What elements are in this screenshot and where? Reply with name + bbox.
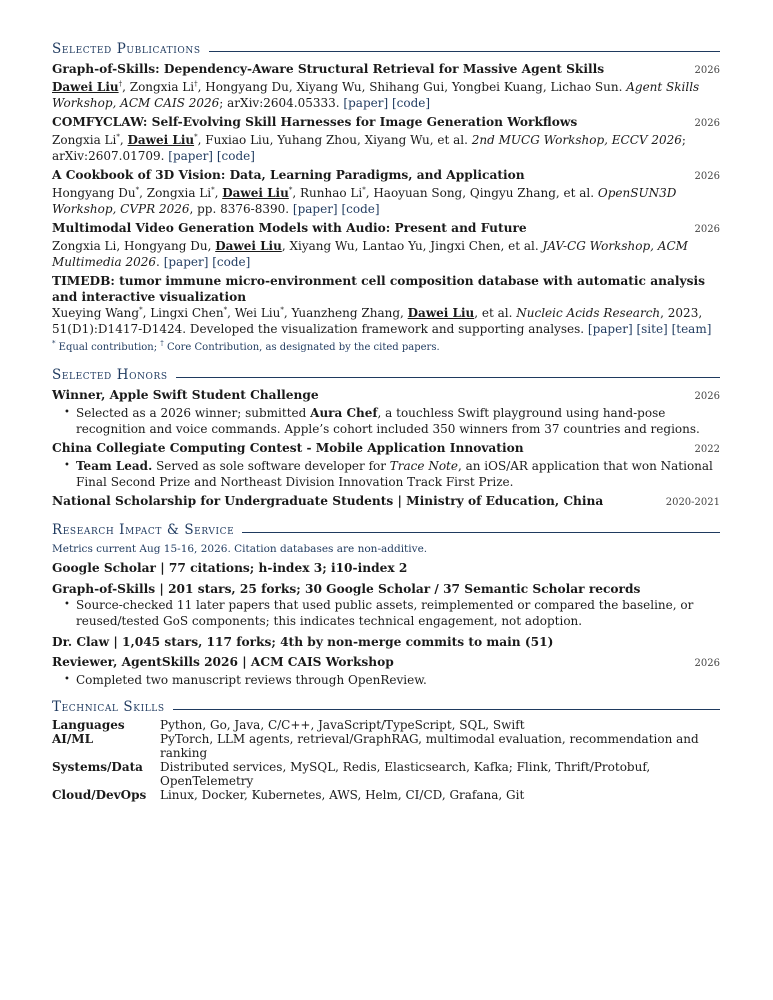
bullet-glyph: • [64,407,70,418]
skill-row [52,718,720,732]
publication-venue: OpenSUN3D Workshop, CVPR 2026 [52,186,677,216]
bullet-text: Completed two manuscript reviews through OpenReview. [76,673,427,687]
note-mark: * [52,339,56,348]
metrics-note: Metrics current Aug 15-16, 2026. Citation databases are non-additive. [52,543,428,555]
publication-details [52,185,720,217]
paper-link[interactable]: [paper] [163,255,209,269]
author-self: Dawei Liu [127,133,195,147]
skill-label: Cloud/DevOps [52,788,147,802]
skill-value: Python, Go, Java, C/C++, JavaScript/TypeScript, SQL, Swift [160,718,525,732]
publication-venue: JAV-CG Workshop, ACM Multimedia 2026 [52,239,688,269]
author-mark: † [194,80,198,88]
publication-venue: Nucleic Acids Research [516,306,661,320]
section-gap [52,511,720,521]
publication-year: 2026 [694,171,720,182]
bullet-text: , a touchless Swift playground using hand-pose recognition and voice commands. Apple’s cohort included 350 winners from 37 countries and regions. [76,406,700,436]
author-mark: † [118,80,123,88]
section-rule [242,532,720,533]
section-title: Selected Honors [52,367,168,383]
honor-title: Winner, Apple Swift Student Challenge [52,388,319,402]
publication-entry [52,167,720,217]
skill-value: Linux, Docker, Kubernetes, AWS, Helm, CI/CD, Grafana, Git [160,788,525,802]
section-title: Technical Skills [52,699,165,715]
skill-label: Systems/Data [52,760,143,774]
impact-title: Reviewer, AgentSkills 2026 | ACM CAIS Workshop [52,655,394,669]
publication-year: 2026 [694,224,720,235]
section-rule [209,51,720,52]
note-mark: † [160,339,164,348]
authors: , [119,133,128,147]
section-rule [176,377,720,378]
publication-details [52,132,720,164]
author-mark: * [139,306,143,314]
bullet-italic: Trace Note [389,459,458,473]
publication-extra: , pp. 8376-8390. [189,202,290,216]
section-header-skills [52,698,720,716]
author-mark: * [288,186,293,194]
author-self: Dawei Liu [52,80,119,94]
impact-title: Dr. Claw | 1,045 stars, 117 forks; 4th by non-merge commits to main (51) [52,635,554,649]
author-mark: * [135,186,140,194]
honor-title: National Scholarship for Undergraduate Students | Ministry of Education, China [52,494,604,508]
code-link[interactable]: [code] [341,202,380,216]
author-self: Dawei Liu [222,186,289,200]
bullet-glyph: • [64,674,70,685]
code-link[interactable]: [code] [216,149,255,163]
bullet-text: , an iOS/AR application that won National Final Second Prize and Northeast Division Innovation Track First Prize. [76,459,713,489]
impact-entry [52,654,720,688]
impact-title: Google Scholar | 77 citations; h-index 3; i10-index 2 [52,561,408,575]
impact-bullets [52,672,720,688]
bullet-item [64,672,720,688]
bullet-bold: Aura Chef [310,406,378,420]
contribution-note [52,340,720,356]
authors: , Xiyang Wu, Lantao Yu, Jingxi Chen, et al. [281,239,539,253]
bullet-item [64,597,720,629]
author-mark: * [211,186,215,194]
publication-extra: . [156,255,160,269]
authors: , Zongxia Li [139,186,212,200]
publication-title: TIMEDB: tumor immune micro-environment cell composition database with automatic analysis and interactive visualization [52,274,705,304]
honor-entry [52,440,720,490]
publication-title: A Cookbook of 3D Vision: Data, Learning Paradigms, and Application [52,168,525,182]
authors: Zongxia Li [52,133,117,147]
section-header-honors [52,366,720,384]
author-self: Dawei Liu [215,239,282,253]
publication-year: 2026 [694,118,720,129]
note-text: Equal contribution; [55,342,161,353]
authors: , Runhao Li [292,186,363,200]
author-mark: * [116,133,120,141]
publication-extra: ; arXiv:2607.01709. [52,133,686,163]
bullet-text: Served as sole software developer for [152,459,390,473]
publication-extra: , 2023, 51(D1):D1417-D1424. Developed the visualization framework and supporting analyses. [52,306,703,336]
publication-entry [52,61,720,111]
publication-details [52,238,720,270]
authors: , Yuanzheng Zhang, [283,306,408,320]
skill-label: AI/ML [52,732,94,746]
publication-title: COMFYCLAW: Self-Evolving Skill Harnesses for Image Generation Workflows [52,115,578,129]
authors: , et al. [474,306,513,320]
publication-extra: ; arXiv:2604.05333. [219,96,340,110]
publication-details [52,305,720,337]
authors: , Zongxia Li [122,80,195,94]
honor-bullets [52,405,720,437]
authors: Hongyang Du [52,186,136,200]
team-link[interactable]: [team] [671,322,712,336]
skill-row [52,732,720,760]
section-header-publications [52,40,720,58]
publication-year: 2026 [694,65,720,76]
section-title: Research Impact & Service [52,522,235,538]
section-gap [52,688,720,698]
impact-entry [52,634,720,650]
bullet-bold: Team Lead. [76,459,153,473]
author-mark: * [280,306,284,314]
note-text: Core Contribution, as designated by the cited papers. [163,342,440,353]
skill-value: Distributed services, MySQL, Redis, Elasticsearch, Kafka; Flink, Thrift/Protobuf, OpenTelemetry [160,760,651,788]
authors: , [214,186,223,200]
publication-entry [52,273,720,337]
paper-link[interactable]: [paper] [343,96,389,110]
honor-year: 2022 [694,444,720,455]
skill-row [52,760,720,788]
authors: Xueying Wang [52,306,140,320]
resume-page [52,40,720,802]
impact-title: Graph-of-Skills | 201 stars, 25 forks; 30 Google Scholar / 37 Semantic Scholar records [52,582,641,596]
section-gap [52,356,720,366]
skill-row [52,788,720,802]
publication-entry [52,114,720,164]
publication-entry [52,220,720,270]
section-rule [173,709,720,710]
publication-details [52,79,720,111]
bullet-text: Selected as a 2026 winner; submitted [76,406,311,420]
honor-entry [52,387,720,437]
authors: , Wei Liu [227,306,281,320]
code-link[interactable]: [code] [212,255,251,269]
publication-title: Multimodal Video Generation Models with Audio: Present and Future [52,221,527,235]
impact-year: 2026 [694,658,720,669]
impact-bullets [52,597,720,629]
author-mark: * [223,306,228,314]
section-title: Selected Publications [52,41,201,57]
section-header-impact [52,521,720,539]
publication-title: Graph-of-Skills: Dependency-Aware Structural Retrieval for Massive Agent Skills [52,62,605,76]
code-link[interactable]: [code] [391,96,431,110]
bullet-glyph: • [64,460,70,471]
impact-entry [52,581,720,629]
skills-table [52,718,720,802]
bullet-text: Source-checked 11 later papers that used public assets, reimplemented or compared the baseline, or reused/tested GoS components; this indicates technical engagement, not adoption. [76,598,694,628]
bullet-item [64,458,720,490]
honor-title: China Collegiate Computing Contest - Mobile Application Innovation [52,441,524,455]
bullet-glyph: • [64,599,70,610]
honor-entry [52,493,720,511]
paper-link[interactable]: [paper] [168,149,213,163]
honor-year: 2026 [694,391,720,402]
author-self: Dawei Liu [407,306,475,320]
authors: , Lingxi Chen [142,306,224,320]
authors: Zongxia Li, Hongyang Du, [52,239,216,253]
skill-label: Languages [52,718,125,732]
skill-value: PyTorch, LLM agents, retrieval/GraphRAG, multimodal evaluation, recommendation and ranking [160,732,699,760]
authors: , Fuxiao Liu, Yuhang Zhou, Xiyang Wu, et al. [197,133,468,147]
paper-link[interactable]: [paper] [292,202,338,216]
honor-year: 2020-2021 [665,497,720,508]
authors: , Hongyang Du, Xiyang Wu, Shihang Gui, Yongbei Kuang, Lichao Sun. [197,80,623,94]
honor-bullets [52,458,720,490]
impact-entry [52,560,720,576]
publication-venue: 2nd MUCG Workshop, ECCV 2026 [471,133,682,147]
site-link[interactable]: [site] [636,322,668,336]
paper-link[interactable]: [paper] [587,322,633,336]
publication-venue: Agent Skills Workshop, ACM CAIS 2026 [52,80,700,110]
authors: , Haoyuan Song, Qingyu Zhang, et al. [365,186,595,200]
bullet-item [64,405,720,437]
author-mark: * [362,186,366,194]
author-mark: * [194,133,198,141]
